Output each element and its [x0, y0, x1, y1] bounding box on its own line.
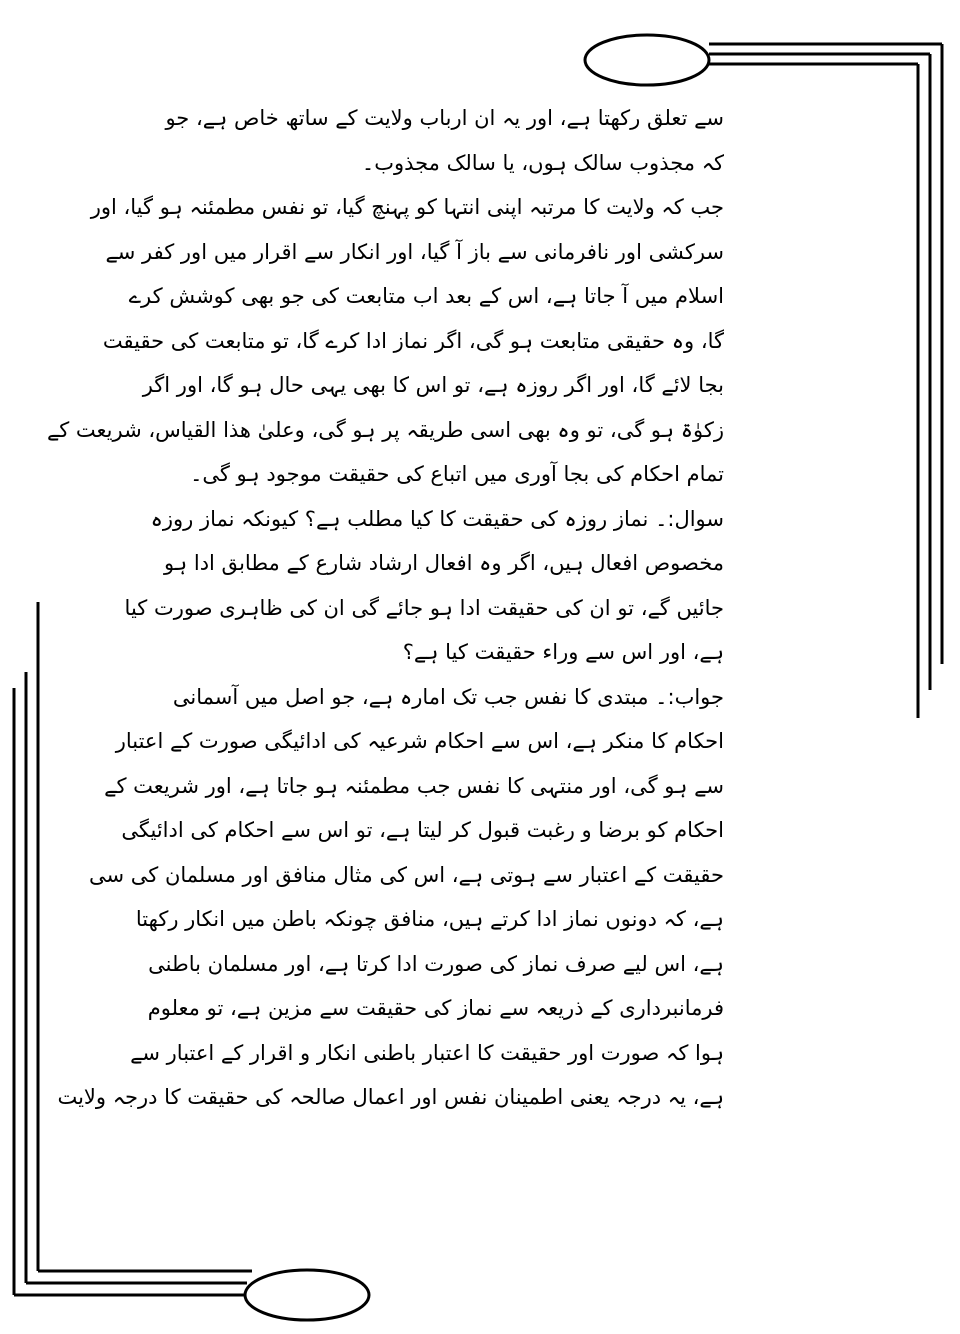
text-line: بجا لائے گا، اور اگر روزہ ہے، تو اس کا بھی یہی حال ہو گا، اور اگر	[142, 373, 724, 397]
question-line: سوال:۔ نماز روزہ کی حقیقت کا کیا مطلب ہے؟ کیونکہ نماز روزہ	[150, 506, 724, 531]
text-line: زکوٰۃ ہو گی، تو وہ بھی اسی طریقہ پر ہو گی، وعلیٰ ھذا القیاس، شریعت کے	[46, 417, 724, 442]
urdu-text-body	[46, 96, 724, 1120]
text-line: ہے، کہ دونوں نماز ادا کرتے ہیں، منافق چونکہ باطن میں انکار رکھتا	[135, 907, 724, 931]
text-line: سرکشی اور نافرمانی سے باز آ گیا، اور انکار سے اقرار میں اور کفر سے	[105, 239, 724, 264]
text-line: احکام کا منکر ہے، اس سے احکام شرعیہ کی ادائیگی صورت کے اعتبار	[115, 729, 724, 753]
text-line: جائیں گے، تو ان کی حقیقت ادا ہو جائے گی ان کی ظاہری صورت کیا	[124, 595, 724, 620]
text-line: اسلام میں آ جاتا ہے، اس کے بعد اب متابعت کی جو بھی کوشش کرے	[128, 284, 724, 308]
text-line: ہے، یہ درجہ یعنی اطمینان نفس اور اعمال صالحہ کی حقیقت کا درجہ ولایت	[57, 1085, 724, 1109]
text-line: ہے، اور اس سے وراء حقیقت کیا ہے؟	[402, 640, 724, 664]
text-line: احکام کو برضا و رغبت قبول کر لیتا ہے، تو اس سے احکام کی ادائیگی	[121, 818, 724, 842]
text-line: سے ہو گی، اور منتہی کا نفس جب مطمئنہ ہو جاتا ہے، اور شریعت کے	[104, 773, 724, 798]
text-line: فرمانبرداری کے ذریعہ سے نماز کی حقیقت سے مزین ہے، تو معلوم	[147, 996, 724, 1020]
text-line: ہے، اس لیے صرف نماز کی صورت ادا کرتا ہے، اور مسلمان باطنی	[148, 951, 724, 976]
top-cartouche	[585, 35, 709, 85]
text-line: تمام احکام کی بجا آوری میں اتباع کی حقیقت موجود ہو گی۔	[190, 462, 724, 486]
text-line: حقیقت کے اعتبار سے ہوتی ہے، اس کی مثال منافق اور مسلمان کی سی	[89, 862, 724, 887]
text-line: مخصوص افعال ہیں، اگر وہ افعال ارشاد شارع کے مطابق ادا ہو	[164, 551, 724, 575]
bottom-cartouche	[245, 1270, 369, 1320]
answer-line: جواب:۔ مبتدی کا نفس جب تک امارہ ہے، جو اصل میں آسمانی	[172, 684, 724, 709]
text-line: جب کہ ولایت کا مرتبہ اپنی انتہا کو پہنچ گیا، تو نفس مطمئنہ ہو گیا، اور	[90, 195, 724, 219]
text-line: سے تعلق رکھتا ہے، اور یہ ان ارباب ولایت کے ساتھ خاص ہے، جو	[165, 106, 724, 130]
text-line: گا، وہ حقیقی متابعت ہو گی، اگر نماز ادا کرے گا، تو متابعت کی حقیقت	[102, 328, 724, 353]
text-line: ہوا کہ صورت اور حقیقت کا اعتبار باطنی انکار و اقرار کے اعتبار سے	[130, 1040, 724, 1065]
text-line: کہ مجذوب سالک ہوں، یا سالک مجذوب۔	[361, 150, 724, 175]
